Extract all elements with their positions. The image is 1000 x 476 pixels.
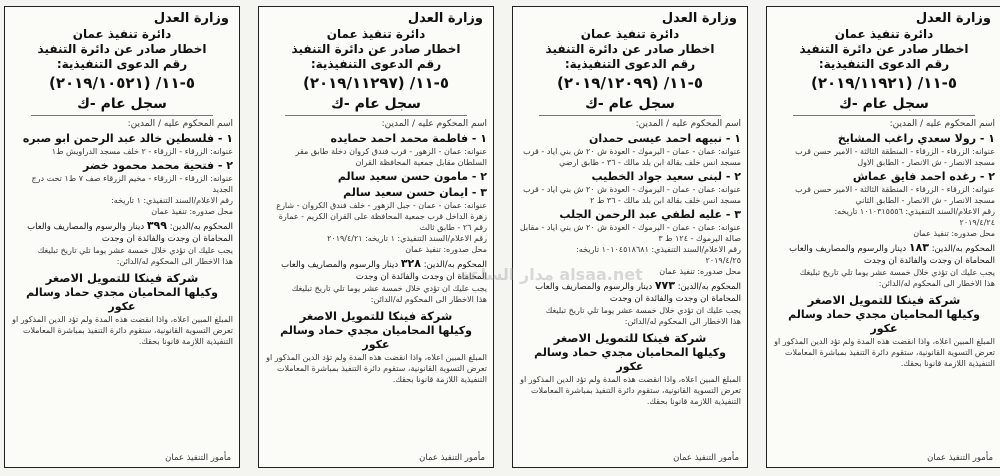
case-label: رقم الدعوى التنفيذية:: [818, 57, 950, 71]
notice-title: اخطار صادر عن دائرة التنفيذ: [545, 42, 715, 56]
divider: [793, 115, 975, 116]
debtor-name: ٢ - فتحية محمد محمود خضر: [83, 159, 233, 172]
debtor-label: اسم المحكوم عليه / المدين:: [127, 119, 233, 129]
amount-line: [773, 242, 995, 267]
amount-suffix: دينار والرسوم والمصاريف والعاب المحاماة ان وجدت والفائدة ان وجدت: [789, 244, 995, 266]
notice-title: اخطار صادر عن دائرة التنفيذ: [799, 42, 969, 56]
debtor-address: عنوانه: عمان - عمان - اليرموك - العودة ش ٢٠ ش بني اياد - قرب مسجد انس خلف بقالة ابن بلد مالك - ٣٦ ط ٢: [523, 185, 741, 205]
debtor-address: عنوانه: عمان - عمان - اليرموك - العودة ش ٢٠ ش بني اياد - مقابل صالة اليرموك - ١٢٤ ط ٣: [519, 223, 741, 243]
amount-prefix: المحكوم به/الدين:: [169, 222, 233, 232]
closing-text: المبلغ المبين اعلاه، واذا انقضت هذه المدة ولم تؤد الدين المذكور او تعرض التسوية القانونية، ستقوم دائرة التنفيذ بمباشرة المعاملات التنفيذية اللازمة قانونا بحقك.: [12, 315, 233, 346]
case-label: رقم الدعوى التنفيذية:: [310, 57, 442, 71]
debtor-name: ٣ - عليه لطفي عبد الرحمن الجلب: [559, 208, 741, 221]
payment-instruction: يجب عليك ان تؤدي خلال خمسة عشر يوما تلي تاريخ تبليغك: [37, 246, 233, 255]
case-number: ٥-١١/ (٢٠١٩/١٠٥٢١): [48, 74, 195, 92]
debtor-label: اسم المحكوم عليه / المدين:: [381, 119, 487, 129]
creditor-company: شركة فينكا للتمويل الاصغر: [299, 309, 453, 323]
divider: [31, 115, 213, 116]
officer-signature: مأمور التنفيذ عمان: [673, 453, 739, 463]
ministry-title: وزارة العدل: [407, 11, 483, 26]
debtor-name: ١ - نبيهه احمد عيسى حمدان: [588, 132, 741, 145]
ministry-title: وزارة العدل: [661, 11, 737, 26]
department-name: دائرة تنفيذ عمان: [72, 27, 172, 41]
debtor-label: اسم المحكوم عليه / المدين:: [635, 119, 741, 129]
payment-instruction: هذا الاخطار الى المحكوم له/الدائن:: [878, 279, 995, 288]
creditor-lawyers: وكيلها المحاميان مجدي حماد وسالم عكور: [534, 346, 726, 373]
debtor-address: عنوانه: الزرقاء - الزرقاء - ٢ خلف مسجد الدراويش ط١: [51, 147, 233, 156]
payment-instruction: هذا الاخطار الى المحكوم له/الدائن:: [624, 317, 741, 326]
officer-signature: مأمور التنفيذ عمان: [927, 453, 993, 463]
case-number: ٥-١١/ (٢٠١٩/١١٩٢١): [810, 74, 957, 92]
amount-value: ٧٧٣: [654, 279, 675, 292]
payment-instruction: هذا الاخطار الى المحكوم له/الدائن:: [370, 295, 487, 304]
department-name: دائرة تنفيذ عمان: [834, 27, 934, 41]
payment-instruction: يجب عليك ان تؤدي خلال خمسة عشر يوما تلي تاريخ تبليغك: [291, 284, 487, 293]
debtor-address: عنوانه: الزرقاء - الزرقاء - مخيم الزرقاء صف ٧ ط١ تحت درج الجديد: [31, 174, 233, 194]
divider: [539, 115, 721, 116]
register-label: سجل عام -ك: [585, 96, 675, 112]
register-label: سجل عام -ك: [77, 96, 167, 112]
closing-text: المبلغ المبين اعلاه، واذا انقضت هذه المدة ولم تؤد الدين المذكور او تعرض التسوية القانونية، ستقوم دائرة التنفيذ بمباشرة المعاملات التنفيذية اللازمة قانونا بحقك.: [266, 353, 487, 384]
execution-notice: [766, 6, 1000, 468]
notice-title: اخطار صادر عن دائرة التنفيذ: [291, 42, 461, 56]
amount-prefix: المحكوم به/الدين:: [423, 260, 487, 270]
debtor-label: اسم المحكوم عليه / المدين:: [889, 119, 995, 129]
document-info-line: رقم الاعلام/السند التنفيذي: ١٠١٠٤٥١٨٦٨١ تاريخه:: [576, 245, 741, 254]
officer-signature: مأمور التنفيذ عمان: [419, 453, 485, 463]
officer-signature: مأمور التنفيذ عمان: [165, 453, 231, 463]
case-number: ٥-١١/ (٢٠١٩/١١٢٩٧): [302, 74, 449, 92]
case-label: رقم الدعوى التنفيذية:: [564, 57, 696, 71]
ministry-title: وزارة العدل: [915, 11, 991, 26]
execution-notice: [258, 6, 494, 468]
creditor-company: شركة فينكا للتمويل الاصغر: [45, 271, 199, 285]
debtor-name: ٢ - لبنى سعيد جواد الخطيب: [591, 170, 741, 183]
document-info-line: محل صدوره: تنفيذ عمان: [659, 267, 741, 276]
document-info-line: محل صدوره: تنفيذ عمان: [913, 229, 995, 238]
amount-suffix: دينار والرسوم والمصاريف والعاب المحاماة ان وجدت والفائدة ان وجدت: [281, 260, 487, 282]
case-number: ٥-١١/ (٢٠١٩/١٢٠٩٩): [556, 74, 703, 92]
debtor-address: عنوانه: عمان - عمان - جبل الزهور - خلف فندق الكروان - شارع زهرة الداخل قرب جمعية المحافظة على القران الكريم - عمارة رقم ٢٦ - طابق ثالث: [276, 201, 487, 232]
execution-notice: [512, 6, 748, 468]
document-info-line: رقم الاعلام/السند التنفيذي: ١ تاريخه:: [111, 196, 233, 205]
amount-prefix: المحكوم به/الدين:: [677, 282, 741, 292]
amount-value: ٣٩٩: [146, 219, 167, 232]
payment-instruction: هذا الاخطار الى المحكوم له/الدائن:: [116, 257, 233, 266]
amount-suffix: دينار والرسوم والمصاريف والعاب المحاماة ان وجدت والفائدة ان وجدت: [27, 222, 233, 244]
creditor-company: شركة فينكا للتمويل الاصغر: [807, 293, 961, 307]
amount-suffix: دينار والرسوم والمصاريف والعاب المحاماة ان وجدت والفائدة ان وجدت: [535, 282, 741, 304]
debtor-address: عنوانه: الزرقاء - الزرقاء - المنطقة الثالثة - الامير حسن قرب مسجد الانصار - ش الانصار - الطابق الثاني: [795, 185, 995, 205]
document-info-line: رقم الاعلام/السند التنفيذي: ١٠١٠٣١٥٥٥٦ تاريخه:: [834, 207, 995, 216]
register-label: سجل عام -ك: [331, 96, 421, 112]
debtor-name: ٢ - رغده احمد فايق عماش: [852, 170, 995, 183]
document-info-line: ٢٠١٩/٤/٢٥: [705, 256, 741, 265]
amount-value: ٣٢٨: [400, 257, 421, 270]
amount-prefix: المحكوم به/الدين:: [931, 244, 995, 254]
divider: [285, 115, 467, 116]
debtor-name: ٣ - ايمان حسن سعيد سالم: [343, 186, 487, 199]
document-info-line: محل صدوره: تنفيذ عمان: [405, 245, 487, 254]
execution-notice: [4, 6, 240, 468]
watermark: مدار الساعة alsaa.net: [460, 265, 643, 284]
document-info-line: رقم الاعلام/السند التنفيذي: ١ تاريخه: ٢٠١٩/٤/٢١: [327, 234, 487, 243]
creditor-company: شركة فينكا للتمويل الاصغر: [553, 331, 707, 345]
amount-line: [265, 258, 487, 283]
debtor-address: عنوانه: الزرقاء - الزرقاء - المنطقة الثالثة - الامير حسن قرب مسجد الانصار - ش الانصار - الطابق الاول: [795, 147, 995, 167]
debtor-name: ١ - رولا سعدي راغب المشايخ: [837, 132, 995, 145]
department-name: دائرة تنفيذ عمان: [580, 27, 680, 41]
closing-text: المبلغ المبين اعلاه، واذا انقضت هذه المدة ولم تؤد الدين المذكور او تعرض التسوية القانونية، ستقوم دائرة التنفيذ بمباشرة المعاملات التنفيذية اللازمة قانونا بحقك.: [520, 375, 741, 406]
amount-value: ١٨٣: [908, 241, 929, 254]
debtor-name: ١ - فلسطين خالد عبد الرحمن ابو صبره: [22, 132, 233, 145]
payment-instruction: يجب عليك ان تؤدي خلال خمسة عشر يوما تلي تاريخ تبليغك: [545, 306, 741, 315]
case-label: رقم الدعوى التنفيذية:: [56, 57, 188, 71]
creditor-lawyers: وكيلها المحاميان مجدي حماد وسالم عكور: [26, 286, 218, 313]
closing-text: المبلغ المبين اعلاه، واذا انقضت هذه المدة ولم تؤد الدين المذكور او تعرض التسوية القانونية، ستقوم دائرة التنفيذ بمباشرة المعاملات التنفيذية اللازمة قانونا بحقك.: [774, 337, 995, 368]
creditor-lawyers: وكيلها المحاميان مجدي حماد وسالم عكور: [280, 324, 472, 351]
amount-line: [519, 280, 741, 305]
debtor-address: عنوانه: عمان - عمان - اليرموك - العودة ش ٢٠ ش بني اياد - قرب مسجد انس خلف بقالة ابن بلد مالك - ٣٦ - طابق ارضي: [523, 147, 741, 167]
payment-instruction: يجب عليك ان تؤدي خلال خمسة عشر يوما تلي تاريخ تبليغك: [799, 268, 995, 277]
document-info-line: ٢٠١٩/٤/٢٤: [959, 218, 995, 227]
department-name: دائرة تنفيذ عمان: [326, 27, 426, 41]
amount-line: [11, 220, 233, 245]
creditor-lawyers: وكيلها المحاميان مجدي حماد وسالم عكور: [788, 308, 980, 335]
debtor-address: عنوانه: عمان - الزهور - قرب فندق كروان دخلة طابق مقر السلطان مقابل جمعية المحافظة القران: [295, 147, 487, 167]
debtor-name: ١ - فاطمة محمد احمد حمايده: [330, 132, 487, 145]
notice-title: اخطار صادر عن دائرة التنفيذ: [37, 42, 207, 56]
ministry-title: وزارة العدل: [153, 11, 229, 26]
debtor-name: ٢ - مامون حسن سعيد سالم: [337, 170, 487, 183]
register-label: سجل عام -ك: [839, 96, 929, 112]
document-info-line: محل صدوره: تنفيذ عمان: [151, 207, 233, 216]
